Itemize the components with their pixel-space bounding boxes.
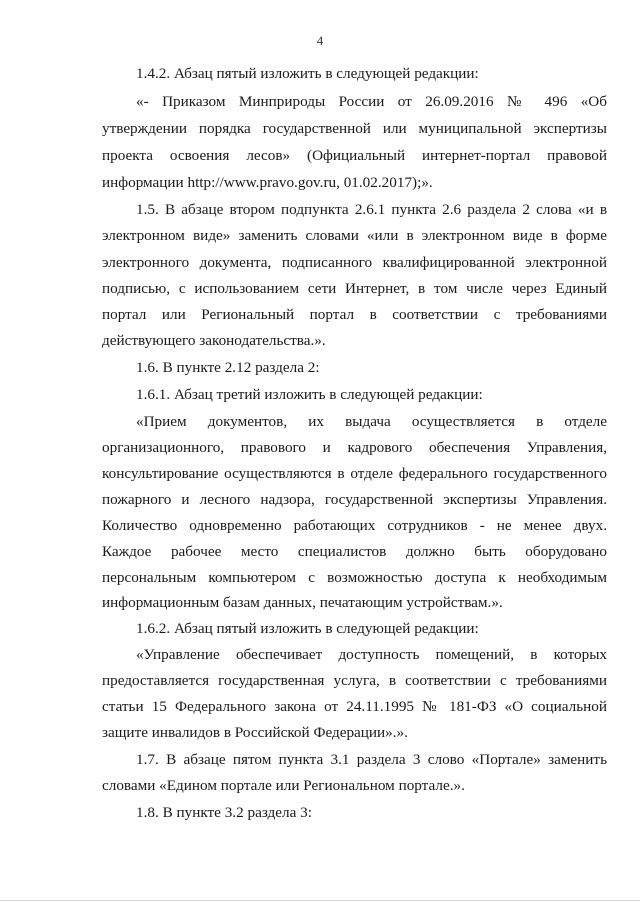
text-line: пожарного и лесного надзора, государственной экспертизы Управления. (102, 491, 607, 508)
text-line: портал или Региональный портал в соответствии с требованиями (102, 306, 607, 323)
text-line: Каждое рабочее место специалистов должно быть оборудовано (102, 543, 607, 560)
text-line: 1.8. В пункте 3.2 раздела 3: (136, 804, 312, 821)
text-line: «Управление обеспечивает доступность помещений, в которых (136, 646, 607, 663)
text-line: Количество одновременно работающих сотрудников - не менее двух. (102, 517, 607, 534)
text-line: информации http://www.pravo.gov.ru, 01.02.2017);». (102, 174, 433, 191)
page-number: 4 (316, 33, 324, 48)
text-line: предоставляется государственная услуга, в соответствии с требованиями (102, 672, 607, 689)
text-line: «- Приказом Минприроды России от 26.09.2016 № 496 «Об (136, 93, 607, 110)
text-line: словами «Едином портале или Региональном портале.». (102, 777, 465, 794)
text-line: информационным базам данных, печатающим устройствам.». (102, 594, 503, 611)
text-line: утверждении порядка государственной или муниципальной экспертизы (102, 120, 607, 137)
text-line: 1.6.1. Абзац третий изложить в следующей редакции: (136, 386, 483, 403)
text-line: 1.5. В абзаце втором подпункта 2.6.1 пункта 2.6 раздела 2 слова «и в (136, 201, 607, 218)
text-line: электронном виде» заменить словами «или в электронном виде в форме (102, 227, 607, 244)
text-line: подписью, с использованием сети Интернет, в том числе через Единый (102, 280, 607, 297)
text-line: «Прием документов, их выдача осуществляется в отделе (136, 413, 607, 430)
text-line: проекта освоения лесов» (Официальный интернет-портал правовой (102, 147, 607, 164)
text-line: 1.7. В абзаце пятом пункта 3.1 раздела 3 слово «Портале» заменить (136, 751, 607, 768)
text-line: 1.6. В пункте 2.12 раздела 2: (136, 359, 320, 376)
text-line: консультирование осуществляются в отделе федерального государственного (102, 465, 607, 482)
text-line: действующего законодательства.». (102, 332, 326, 349)
text-line: организационного, правового и кадрового обеспечения Управления, (102, 439, 607, 456)
text-line: электронного документа, подписанного квалифицированной электронной (102, 254, 607, 271)
text-line: персональным компьютером с возможностью доступа к необходимым (102, 569, 607, 586)
text-line: защите инвалидов в Российской Федерации».». (102, 724, 408, 741)
text-line: 1.4.2. Абзац пятый изложить в следующей редакции: (136, 65, 479, 82)
text-line: статьи 15 Федерального закона от 24.11.1995 № 181-ФЗ «О социальной (102, 698, 607, 715)
bottom-divider (0, 900, 640, 901)
text-line: 1.6.2. Абзац пятый изложить в следующей редакции: (136, 620, 479, 637)
